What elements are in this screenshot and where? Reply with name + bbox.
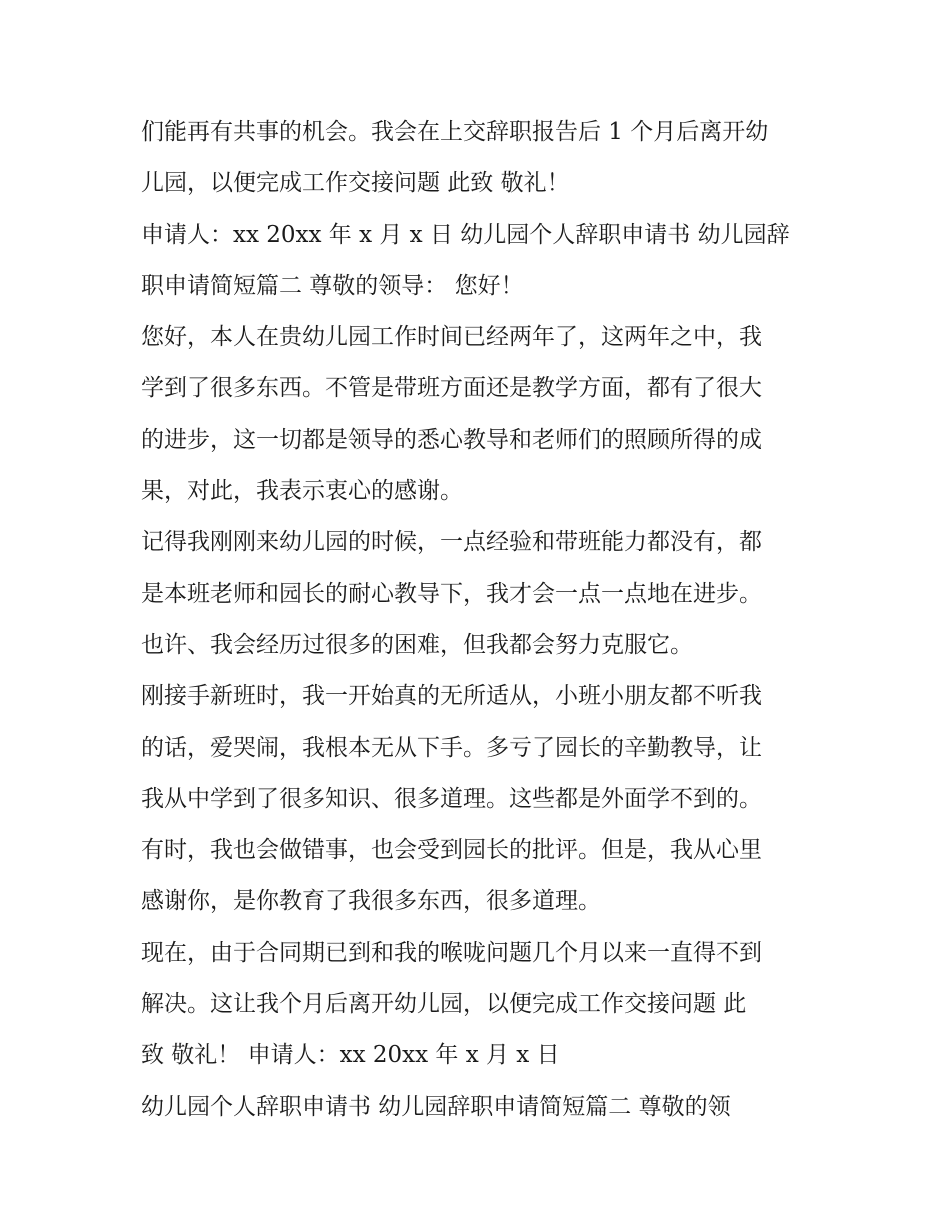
text-line: 刚接手新班时，我一开始真的无所适从，小班小朋友都不听我	[141, 683, 762, 710]
text-line: 申请人：xx 20xx 年 x 月 x 日 幼儿园个人辞职申请书 幼儿园辞	[141, 221, 790, 248]
text-line: 现在，由于合同期已到和我的喉咙问题几个月以来一直得不到	[141, 939, 762, 966]
text-line: 幼儿园个人辞职申请书 幼儿园辞职申请简短篇二 尊敬的领	[141, 1093, 731, 1120]
text-line: 我从中学到了很多知识、很多道理。这些都是外面学不到的。	[141, 785, 762, 812]
text-line: 解决。这让我个月后离开幼儿园，以便完成工作交接问题 此	[141, 991, 747, 1018]
text-line: 有时，我也会做错事，也会受到园长的批评。但是，我从心里	[141, 837, 762, 864]
text-line: 儿园，以便完成工作交接问题 此致 敬礼！	[141, 170, 570, 197]
text-line: 感谢你，是你教育了我很多东西，很多道理。	[141, 888, 601, 915]
text-line: 学到了很多东西。不管是带班方面还是教学方面，都有了很大	[141, 375, 762, 402]
text-line: 职申请简短篇二 尊敬的领导： 您好！	[141, 272, 524, 299]
document-body	[141, 107, 821, 1133]
text-line: 记得我刚刚来幼儿园的时候，一点经验和带班能力都没有，都	[141, 529, 762, 556]
text-line: 您好，本人在贵幼儿园工作时间已经两年了，这两年之中，我	[141, 324, 762, 351]
text-line: 是本班老师和园长的耐心教导下，我才会一点一点地在进步。	[141, 580, 762, 607]
text-line: 也许、我会经历过很多的困难，但我都会努力克服它。	[141, 631, 693, 658]
text-line: 致 敬礼！ 申请人：xx 20xx 年 x 月 x 日	[141, 1042, 560, 1069]
text-line: 们能再有共事的机会。我会在上交辞职报告后 1 个月后离开幼	[141, 119, 769, 145]
text-line: 的进步，这一切都是领导的悉心教导和老师们的照顾所得的成	[141, 426, 762, 453]
text-line: 的话，爱哭闹，我根本无从下手。多亏了园长的辛勤教导，让	[141, 734, 762, 761]
text-line: 果，对此，我表示衷心的感谢。	[141, 478, 463, 505]
